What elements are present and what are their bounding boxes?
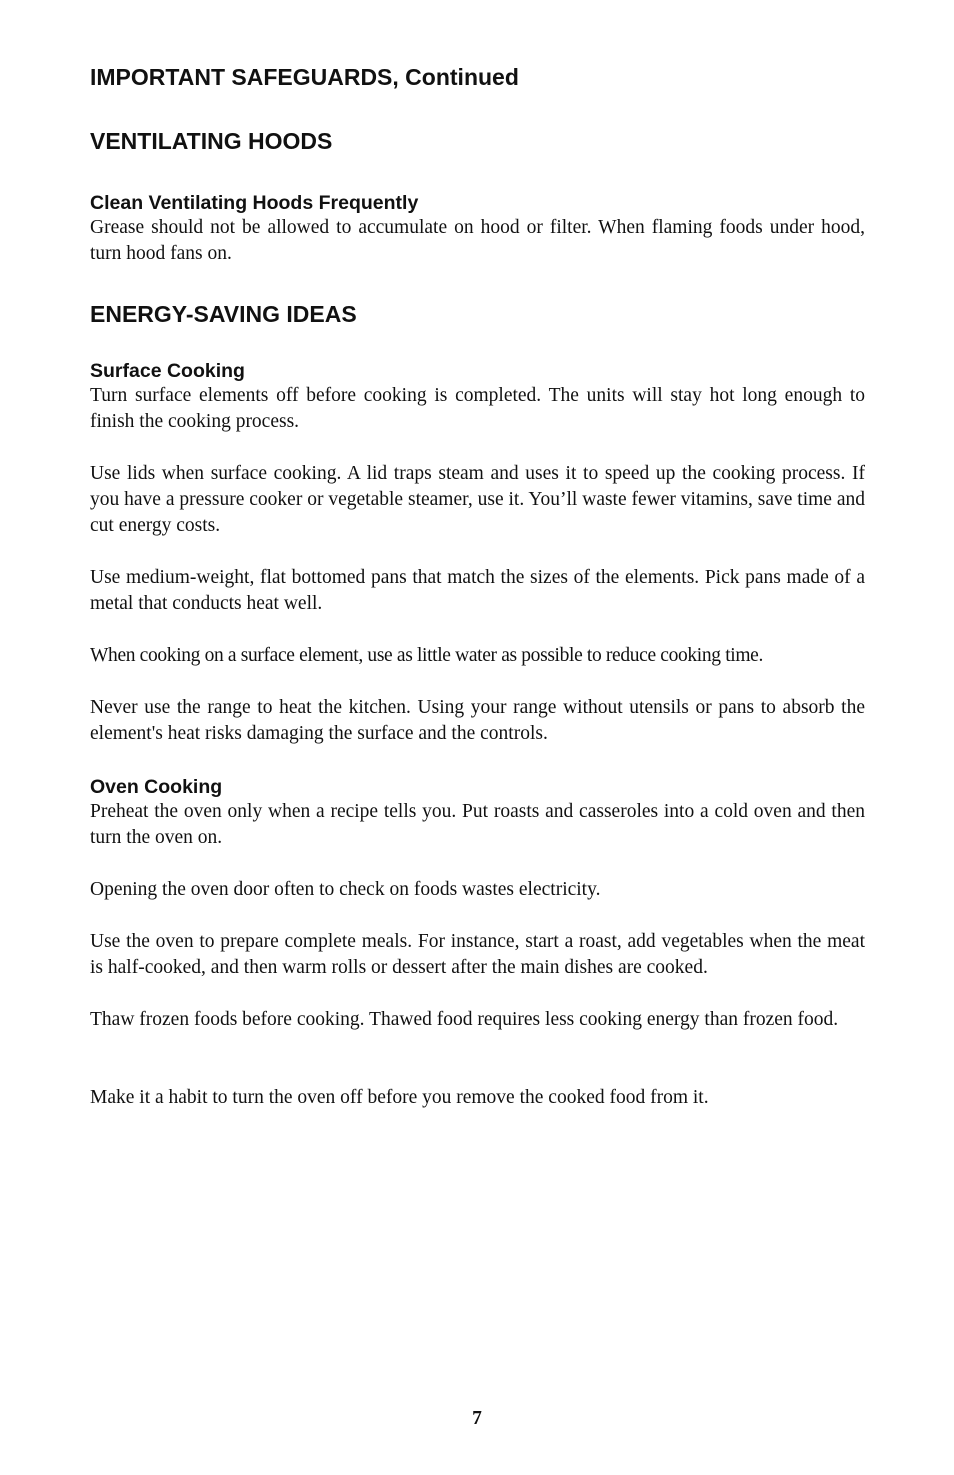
paragraph-oven-4: Thaw frozen foods before cooking. Thawed food requires less cooking energy than frozen food. (90, 1009, 839, 1030)
paragraph-oven-5: Make it a habit to turn the oven off before you remove the cooked food from it. (90, 1087, 709, 1108)
paragraph-clean-hoods: Grease should not be allowed to accumulate on hood or filter. When flaming foods under hood, turn hood fans on. (90, 217, 865, 264)
paragraph-surface-2: Use lids when surface cooking. A lid traps steam and uses it to speed up the cooking process. If you have a pressure cooker or vegetable steamer, use it. You’ll waste fewer vitamins, save time and cut energy costs. (90, 463, 865, 536)
paragraph-surface-4: When cooking on a surface element, use as little water as possible to reduce cooking time. (90, 645, 763, 666)
paragraph-surface-5: Never use the range to heat the kitchen. Using your range without utensils or pans to absorb the element's heat risks damaging the surface and the controls. (90, 697, 865, 744)
section-heading-energy-saving: ENERGY-SAVING IDEAS (90, 301, 357, 327)
paragraph-oven-1: Preheat the oven only when a recipe tells you. Put roasts and casseroles into a cold oven and then turn the oven on. (90, 801, 865, 848)
subheading-surface-cooking: Surface Cooking (90, 360, 245, 382)
page-number: 7 (472, 1408, 482, 1429)
paragraph-oven-2: Opening the oven door often to check on foods wastes electricity. (90, 879, 601, 900)
subheading-oven-cooking: Oven Cooking (90, 776, 223, 798)
paragraph-surface-3: Use medium-weight, flat bottomed pans that match the sizes of the elements. Pick pans made of a metal that conducts heat well. (90, 567, 865, 614)
paragraph-oven-3: Use the oven to prepare complete meals. For instance, start a roast, add vegetables when the meat is half-cooked, and then warm rolls or dessert after the main dishes are cooked. (90, 931, 865, 978)
page-title: IMPORTANT SAFEGUARDS, Continued (90, 64, 519, 90)
paragraph-surface-1: Turn surface elements off before cooking is completed. The units will stay hot long enough to finish the cooking process. (90, 385, 865, 432)
subheading-clean-hoods: Clean Ventilating Hoods Frequently (90, 192, 419, 214)
section-heading-ventilating-hoods: VENTILATING HOODS (90, 128, 333, 154)
